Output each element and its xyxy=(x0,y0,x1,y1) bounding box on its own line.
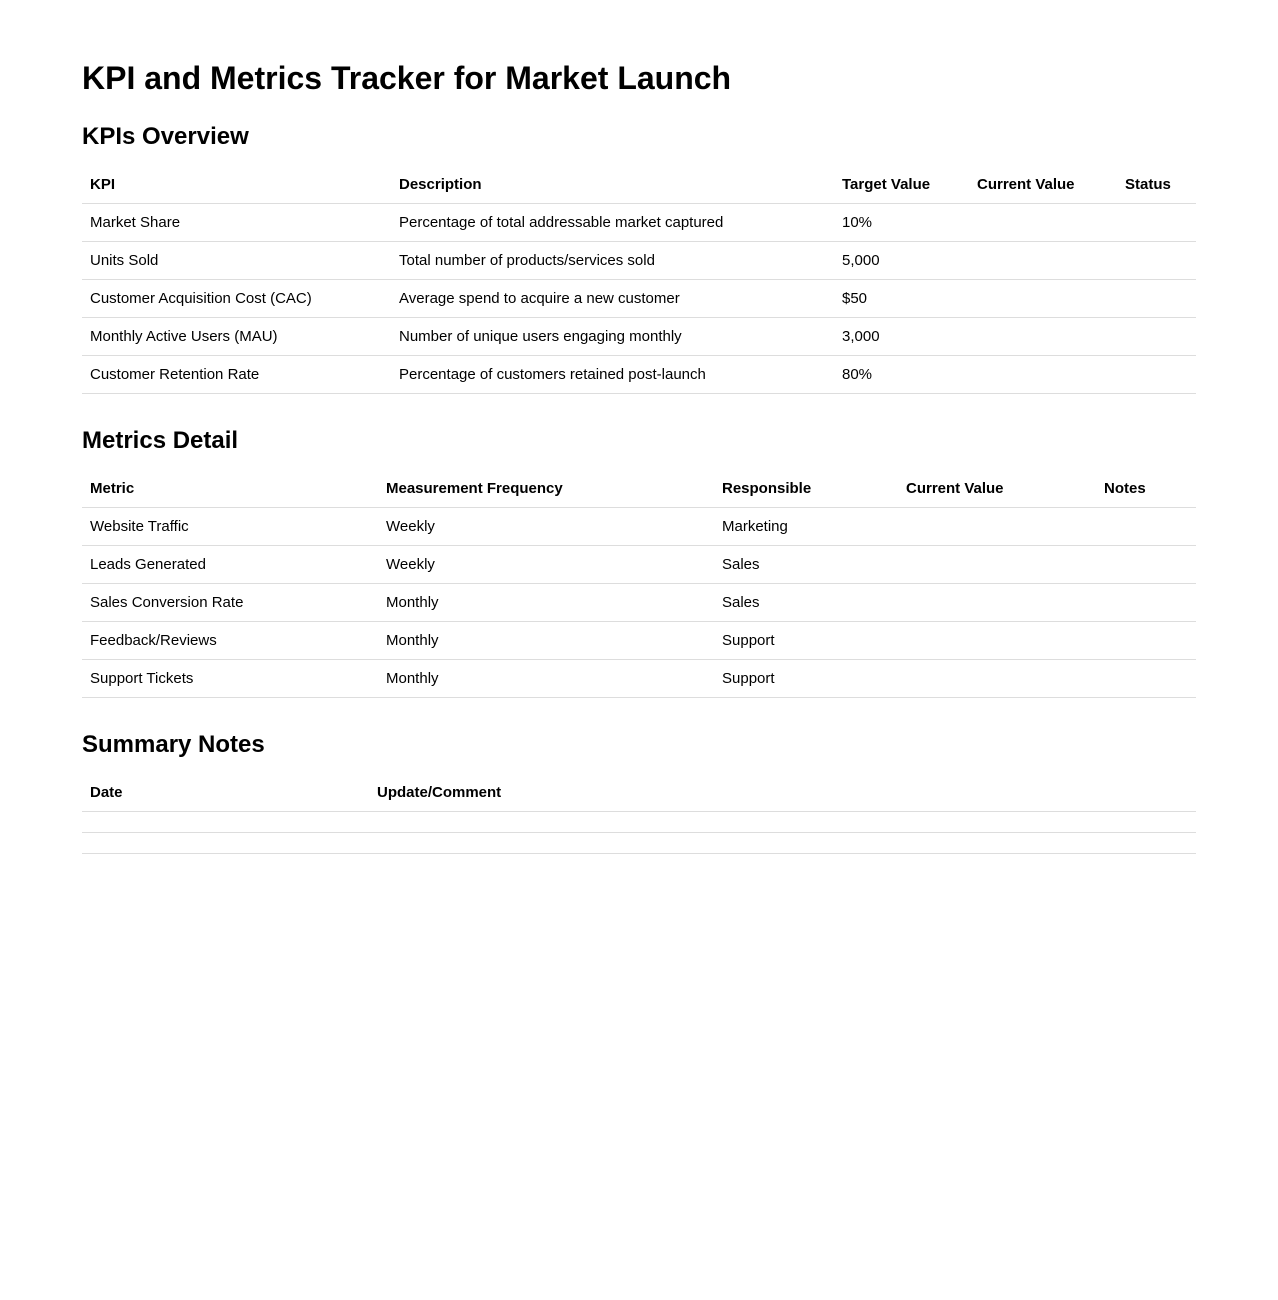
kpi-status xyxy=(1117,356,1196,394)
summary-table xyxy=(82,774,1196,854)
metric-frequency: Monthly xyxy=(378,584,714,622)
kpis-overview-heading: KPIs Overview xyxy=(82,123,249,150)
table-row xyxy=(82,584,1196,622)
kpi-status xyxy=(1117,280,1196,318)
kpi-name: Units Sold xyxy=(82,242,391,280)
kpi-status xyxy=(1117,318,1196,356)
table-row xyxy=(82,546,1196,584)
metrics-detail-heading: Metrics Detail xyxy=(82,427,239,454)
metric-frequency: Monthly xyxy=(378,622,714,660)
metrics-detail-section xyxy=(82,426,1196,698)
metric-notes xyxy=(1096,584,1196,622)
metrics-header-row xyxy=(82,470,1196,508)
table-row xyxy=(82,242,1196,280)
table-row xyxy=(82,660,1196,698)
kpi-status xyxy=(1117,204,1196,242)
metric-notes xyxy=(1096,508,1196,546)
page-title: KPI and Metrics Tracker for Market Launch xyxy=(82,60,732,96)
kpi-status xyxy=(1117,242,1196,280)
table-row xyxy=(82,508,1196,546)
column-header-description: Description xyxy=(391,166,834,204)
metric-current-value xyxy=(898,584,1096,622)
metric-notes xyxy=(1096,622,1196,660)
kpi-description: Total number of products/services sold xyxy=(391,242,834,280)
table-row xyxy=(82,812,1196,833)
kpis-overview-section xyxy=(82,122,1196,394)
kpi-target-value: $50 xyxy=(834,280,969,318)
kpi-target-value: 10% xyxy=(834,204,969,242)
metric-notes xyxy=(1096,660,1196,698)
kpi-description: Average spend to acquire a new customer xyxy=(391,280,834,318)
metric-name: Feedback/Reviews xyxy=(82,622,378,660)
column-header-metric: Metric xyxy=(82,470,378,508)
column-header-date: Date xyxy=(82,774,369,812)
kpi-target-value: 80% xyxy=(834,356,969,394)
column-header-responsible: Responsible xyxy=(714,470,898,508)
kpi-description: Percentage of customers retained post-launch xyxy=(391,356,834,394)
table-row xyxy=(82,622,1196,660)
table-row xyxy=(82,204,1196,242)
summary-notes-section xyxy=(82,730,1196,854)
column-header-measurement-frequency: Measurement Frequency xyxy=(378,470,714,508)
metric-responsible: Support xyxy=(714,622,898,660)
summary-comment xyxy=(369,833,1196,854)
column-header-update-comment: Update/Comment xyxy=(369,774,1196,812)
kpis-header-row xyxy=(82,166,1196,204)
metric-current-value xyxy=(898,508,1096,546)
summary-date xyxy=(82,833,369,854)
summary-notes-heading: Summary Notes xyxy=(82,731,265,758)
metric-current-value xyxy=(898,660,1096,698)
column-header-current-value: Current Value xyxy=(969,166,1117,204)
table-row xyxy=(82,356,1196,394)
column-header-notes: Notes xyxy=(1096,470,1196,508)
metric-current-value xyxy=(898,546,1096,584)
metric-responsible: Sales xyxy=(714,584,898,622)
column-header-target-value: Target Value xyxy=(834,166,969,204)
table-row xyxy=(82,833,1196,854)
kpi-description: Percentage of total addressable market captured xyxy=(391,204,834,242)
kpi-name: Customer Retention Rate xyxy=(82,356,391,394)
metric-current-value xyxy=(898,622,1096,660)
summary-comment xyxy=(369,812,1196,833)
metric-notes xyxy=(1096,546,1196,584)
kpi-current-value xyxy=(969,242,1117,280)
metrics-table xyxy=(82,470,1196,698)
kpi-current-value xyxy=(969,204,1117,242)
table-row xyxy=(82,318,1196,356)
summary-header-row xyxy=(82,774,1196,812)
metric-name: Sales Conversion Rate xyxy=(82,584,378,622)
metric-frequency: Weekly xyxy=(378,508,714,546)
kpi-name: Customer Acquisition Cost (CAC) xyxy=(82,280,391,318)
kpi-current-value xyxy=(969,356,1117,394)
kpi-target-value: 5,000 xyxy=(834,242,969,280)
metric-name: Website Traffic xyxy=(82,508,378,546)
summary-date xyxy=(82,812,369,833)
metric-responsible: Marketing xyxy=(714,508,898,546)
table-row xyxy=(82,280,1196,318)
column-header-kpi: KPI xyxy=(82,166,391,204)
kpi-current-value xyxy=(969,318,1117,356)
kpis-table xyxy=(82,166,1196,394)
metric-name: Support Tickets xyxy=(82,660,378,698)
metric-frequency: Monthly xyxy=(378,660,714,698)
metric-responsible: Sales xyxy=(714,546,898,584)
metric-responsible: Support xyxy=(714,660,898,698)
column-header-current-value: Current Value xyxy=(898,470,1096,508)
column-header-status: Status xyxy=(1117,166,1196,204)
kpi-name: Market Share xyxy=(82,204,391,242)
metric-frequency: Weekly xyxy=(378,546,714,584)
kpi-description: Number of unique users engaging monthly xyxy=(391,318,834,356)
metric-name: Leads Generated xyxy=(82,546,378,584)
kpi-current-value xyxy=(969,280,1117,318)
kpi-name: Monthly Active Users (MAU) xyxy=(82,318,391,356)
kpi-target-value: 3,000 xyxy=(834,318,969,356)
